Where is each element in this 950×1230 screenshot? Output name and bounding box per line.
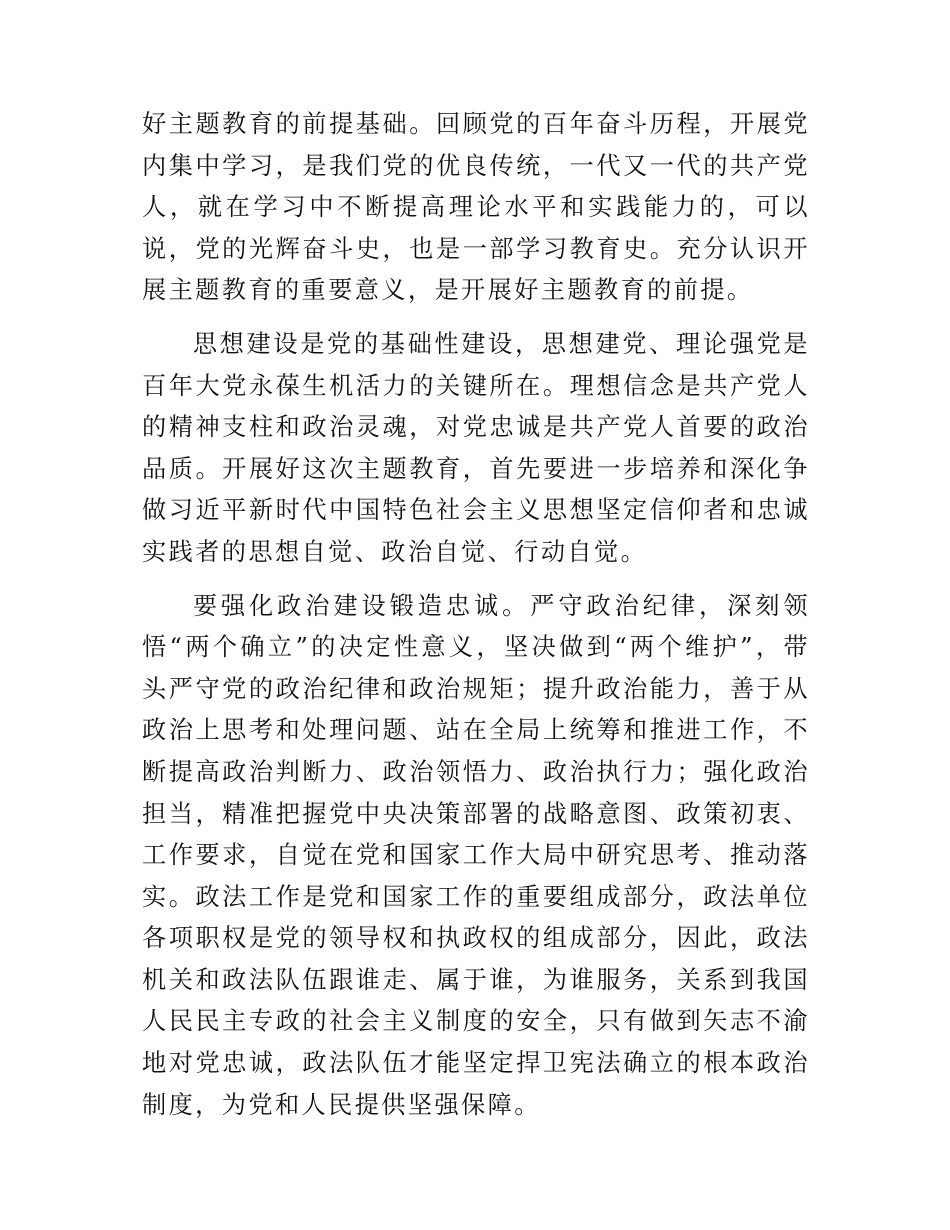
- paragraph-ideological-building: 思想建设是党的基础性建设，思想建党、理论强党是百年大党永葆生机活力的关键所在。理想信念是共产党人的精神支柱和政治灵魂，对党忠诚是共产党人首要的政治品质。开展好这次主题教育，首先要进一步培养和深化争做习近平新时代中国特色社会主义思想坚定信仰者和忠诚实践者的思想自觉、政治自觉、行动自觉。: [142, 329, 810, 566]
- paragraph-political-building: 要强化政治建设锻造忠诚。严守政治纪律，深刻领悟“两个确立”的决定性意义，坚决做到“两个维护”，带头严守党的政治纪律和政治规矩；提升政治能力，善于从政治上思考和处理问题、站在全局上统筹和推进工作，不断提高政治判断力、政治领悟力、政治执行力；强化政治担当，精准把握党中央决策部署的战略意图、政策初衷、工作要求，自觉在党和国家工作大局中研究思考、推动落实。政法工作是党和国家工作的重要组成部分，政法单位各项职权是党的领导权和执政权的组成部分，因此，政法机关和政法队伍跟谁走、属于谁，为谁服务，关系到我国人民民主专政的社会主义制度的安全，只有做到矢志不渝地对党忠诚，政法队伍才能坚定捍卫宪法确立的根本政治制度，为党和人民提供坚强保障。: [142, 591, 810, 1119]
- document-body: [142, 104, 810, 1126]
- paragraph-continuation: 好主题教育的前提基础。回顾党的百年奋斗历程，开展党内集中学习，是我们党的优良传统，一代又一代的共产党人，就在学习中不断提高理论水平和实践能力的，可以说，党的光辉奋斗史，也是一部学习教育史。充分认识开展主题教育的重要意义，是开展好主题教育的前提。: [142, 110, 810, 305]
